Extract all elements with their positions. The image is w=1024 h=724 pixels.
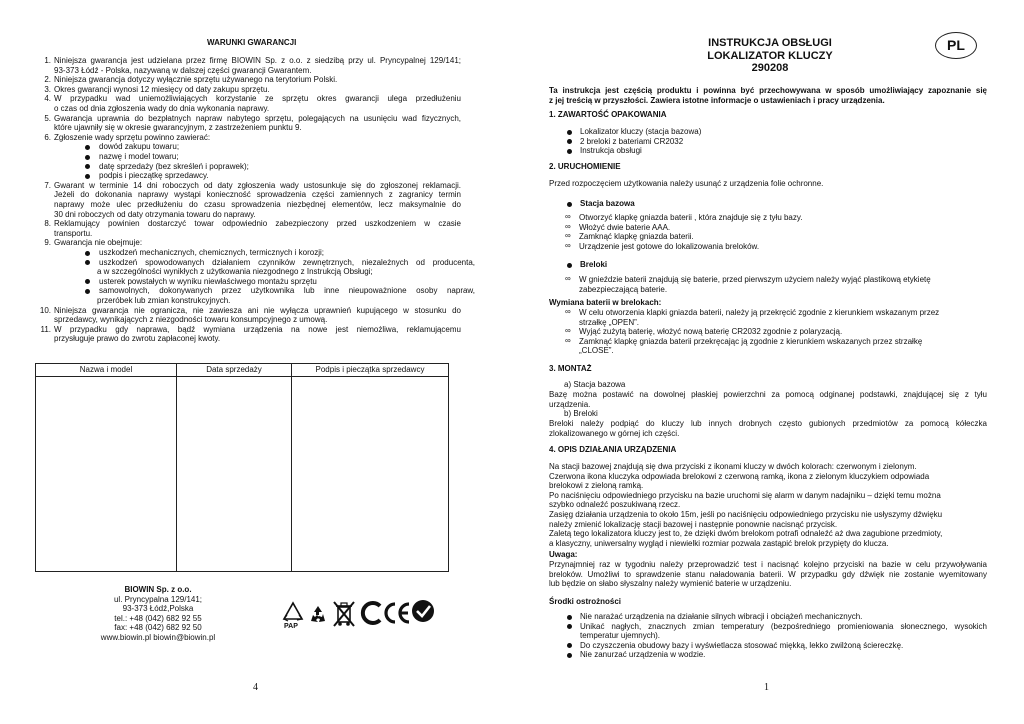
company-phone: tel.: +48 (042) 682 92 55 (114, 613, 202, 623)
company-web-email: www.biowin.pl biowin@biowin.pl (100, 632, 216, 642)
warranty-item-line: które ujawniły się w okresie gwarancyjnym, z zastrzeżeniem punktu 9. (54, 123, 302, 133)
bullet-dot (567, 149, 572, 154)
bullet-text: nazwę i model towaru; (99, 152, 179, 161)
operation-line: a klasyczny, uniwersalny wygląd i niewielki rozmiar pozwala zastąpić brelok przypięty do klucza. (549, 538, 889, 548)
bullet-dot (85, 164, 90, 169)
base-station-step-line: Włożyć dwie baterie AAA. (579, 222, 671, 232)
bullet-dot (85, 155, 90, 160)
bullet-dot (85, 279, 90, 284)
keyfob-heading-text: Breloki (580, 260, 608, 269)
bullet-text: dowód zakupu towaru; (99, 142, 180, 152)
intro-paragraph (549, 86, 987, 105)
bullet-line: a w szczególności wynikłych z użytkowania niezgodnego z Instrukcją Obsługi; (97, 267, 373, 277)
conformity-check-icon (410, 598, 436, 626)
bullet-line: usterek powstałych w wyniku niewłaściwego montażu sprzętu (99, 276, 317, 286)
mount-b-label: b) Breloki (564, 409, 598, 418)
warranty-item-line: sprzedawcy, wynikających z niezgodności towaru konsumpcyjnego z umową. (54, 315, 328, 325)
operation-line: Zaletą tego lokalizatora kluczy jest to, że dzięki dwóm brelokom potrafi odnaleźć aż dwa zagubione przedmioty, (549, 529, 943, 539)
warranty-item-number: 11. (40, 324, 51, 334)
manual-title (680, 37, 860, 75)
weee-bin-icon (331, 599, 357, 629)
base-station-step-line: Otworzyć klapkę gniazda baterii , która znajduje się z tyłu bazy. (579, 213, 803, 222)
warranty-item-line: Okres gwarancji wynosi 12 miesięcy od daty zakupu sprzętu. (54, 84, 270, 94)
battery-replacement-step-line: W celu otworzenia klapki gniazda baterii, należy ją przekręcić zgodnie z kierunkiem wskazanym przez (579, 308, 940, 317)
mount-a-text-line: urządzenia. (549, 399, 591, 409)
warranty-item-line: W przypadku gdy naprawa, bądź wymiana urządzenia na nowe jest niemożliwa, reklamującemu (54, 324, 461, 334)
language-badge: PL (935, 32, 977, 59)
battery-replacement-step-line: „CLOSE”. (579, 346, 614, 356)
warranty-item-line: 93-373 Łódź - Polska, nazywaną w dalszej części gwarancji Gwarantem. (54, 65, 312, 75)
mount-a-label: a) Stacja bazowa (564, 380, 626, 389)
ce-mark-icon (383, 600, 411, 626)
section-3-title: 3. MONTAŻ (549, 364, 592, 373)
operation-line: Czerwona ikona kluczyka odpowiada brelokowi z czerwoną ramką, ikona z zielonym kluczykiem odpowiada (549, 471, 930, 481)
warranty-item-line: naprawy może ulec przedłużeniu do czasu sprowadzenia niezbędnej elementów, lecz maksymalnie do (54, 199, 461, 209)
bullet-line: samowolnych, dokonywanych przez użytkownika lub inne nieupoważnione osoby napraw, (99, 286, 475, 296)
warranty-item-line: W przypadku wad uniemożliwiających korzystanie ze sprzętu okres gwarancji ulega przedłużeniu (54, 94, 461, 104)
recycling-icon (307, 603, 329, 625)
operation-line: Po naciśnięciu odpowiedniego przycisku na bazie uruchomi się alarm w danym nadajniku – dzięki temu można (549, 490, 941, 500)
section-4-title: 4. OPIS DZIAŁANIA URZĄDZENIA (549, 445, 677, 454)
mount-b-text-line: zlokalizowanego w górnej ich części. (549, 428, 680, 438)
precaution-line: Unikać nagłych, znacznych zmian temperatury (bezpośredniego promieniowania słonecznego, wysokich (580, 621, 987, 631)
warranty-item-number: 3. (44, 84, 51, 94)
section-1-title: 1. ZAWARTOŚĆ OPAKOWANIA (549, 110, 667, 119)
table-cell-name-model (36, 377, 177, 572)
operation-line: brelokowi z zieloną ramką. (549, 481, 644, 491)
bullet-text: datę sprzedaży (bez skreśleń i poprawek); (99, 161, 249, 171)
bullet-dot (85, 260, 90, 265)
intro-paragraph-line: z jej treścią w przyszłości. Zawiera istotne informacje o ustawieniach i pracy urządzenia. (549, 95, 885, 105)
infinity-bullet-icon: ∞ (565, 307, 571, 316)
keyfob-step-line: zabezpieczającą baterie. (579, 284, 668, 294)
table-header-sale-date: Data sprzedaży (177, 364, 292, 377)
base-station-heading-text: Stacja bazowa (580, 199, 635, 208)
bullet-line: przeróbek lub zmian konstrukcyjnych. (97, 295, 231, 305)
warranty-item-number: 6. (44, 132, 51, 142)
infinity-bullet-icon: ∞ (565, 231, 571, 241)
warranty-table (35, 363, 449, 572)
note-text-line: Przynajmniej raz w tygodniu należy przeprowadzić test i nacisnąć kolejno przyciski na bazie w celu przywoływania (549, 560, 987, 569)
manual-title-line-2: LOKALIZATOR KLUCZY (707, 49, 833, 62)
battery-replacement-step-line: Zamknąć klapkę gniazda baterii przekręcając ją zgodnie z kierunkiem wskazanych przez strzałkę (579, 336, 923, 346)
precaution-line: Nie narażać urządzenia na działanie silnych wibracji i obciążeń mechanicznych. (580, 612, 863, 621)
bullet-dot (85, 174, 90, 179)
infinity-bullet-icon: ∞ (565, 221, 571, 231)
company-city: 93-373 Łódź,Polska (122, 604, 194, 614)
operation-line: szybko odnaleźć poszukiwaną rzecz. (549, 500, 681, 510)
bullet-dot (567, 263, 572, 268)
warranty-item-number: 7. (44, 180, 51, 190)
table-header-name-model: Nazwa i model (36, 364, 177, 377)
bullet-dot (85, 145, 90, 150)
page-number-right: 1 (764, 682, 769, 693)
bullet-line: uszkodzeń spowodowanych działaniem czynników zewnętrznych, niezależnych od producenta, (99, 257, 475, 267)
mount-a-text (549, 390, 987, 409)
warranty-item-line: przysługuje prawo do zwrotu zapłaconej kwoty. (54, 334, 221, 344)
warranty-item-number: 9. (44, 238, 51, 248)
package-item-text: Lokalizator kluczy (stacja bazowa) (580, 127, 702, 136)
base-station-step-line: Zamknąć klapkę gniazda baterii. (579, 232, 694, 242)
base-station-step-line: Urządzenie jest gotowe do lokalizowania breloków. (579, 241, 760, 251)
manual-title-model: 290208 (751, 62, 789, 74)
infinity-bullet-icon: ∞ (565, 335, 571, 345)
warranty-item-line: Gwarancja nie obejmuje: (54, 238, 143, 248)
bullet-dot (567, 624, 572, 629)
operation-paragraph (549, 462, 987, 548)
warranty-item-line: Niniejsza gwarancja dotyczy wyłącznie sprzętu używanego na terytorium Polski. (54, 75, 338, 85)
bullet-dot (567, 139, 572, 144)
warranty-title: WARUNKI GWARANCJI (207, 38, 297, 47)
bullet-dot (85, 251, 90, 256)
note-text-line: lub będzie on słabo słyszalny należy wymienić baterie w urządzeniu. (549, 579, 792, 589)
infinity-bullet-icon: ∞ (565, 326, 571, 336)
mount-b-text-line: Breloki należy podpiąć do kluczy lub innych drobnych często gubionych przedmiotów za pomocą kółeczka (549, 419, 987, 428)
warranty-item-line: transportu. (54, 228, 93, 238)
warranty-item-number: 10. (39, 305, 51, 315)
battery-replacement-step-line: Wyjąć zużytą baterię, włożyć nową baterię CR2032 zgodnie z polaryzacją. (579, 327, 843, 337)
bullet-dot (567, 653, 572, 658)
battery-replacement-title: Wymiana baterii w brelokach: (549, 298, 662, 307)
precaution-line: Nie zanurzać urządzenia w wodzie. (580, 650, 706, 660)
infinity-bullet-icon: ∞ (565, 212, 571, 221)
circle-c-icon (360, 600, 384, 626)
note-text-line: breloków. Umożliwi to sprawdzenie stanu naładowania baterii. W przypadku gdy dźwięk nie zostanie wyemitowany (549, 569, 987, 579)
mount-b-text (549, 419, 987, 438)
operation-line: Zasięg działania urządzenia to około 15m, jeśli po naciśnięciu odpowiedniego przycisku nie usłyszymy dźwięku (549, 509, 943, 519)
bullet-dot (567, 202, 572, 207)
pap-label: PAP (284, 623, 298, 630)
warranty-item-number: 5. (44, 113, 51, 123)
operation-line: Na stacji bazowej znajdują się dwa przyciski z ikonami kluczy w dwóch kolorach: czerwonym i zielonym. (549, 462, 917, 471)
precaution-line: Do czyszczenia obudowy bazy i wyświetlacza stosować miękką, lekko zwilżoną ściereczkę. (580, 640, 904, 650)
warranty-item-number: 4. (44, 94, 51, 104)
keyfob-step-line: W gnieździe baterii znajdują się baterie, przed pierwszym użyciem należy wyjąć plastikową etykietę (579, 275, 931, 284)
package-item-text: Instrukcja obsługi (580, 146, 642, 156)
table-cell-sale-date (177, 377, 292, 572)
company-address (78, 585, 238, 643)
note-title: Uwaga: (549, 550, 578, 559)
warranty-item-line: Niniejsza gwarancja nie ogranicza, nie zawiesza ani nie wyłącza uprawnień kupującego w stosunku do (54, 305, 461, 315)
bullet-dot (567, 643, 572, 648)
precaution-line: temperatur ujemnych). (580, 631, 661, 641)
section-2-title: 2. URUCHOMIENIE (549, 162, 621, 171)
warranty-item-line: Niniejsza gwarancja jest udzielana przez firmę BIOWIN Sp. z o.o. z siedzibą przy ul. Pryncypalnej 129/141; (54, 56, 461, 65)
warranty-item-number: 8. (44, 219, 51, 229)
bullet-text: podpis i pieczątkę sprzedawcy. (99, 171, 209, 181)
bullet-line: uszkodzeń mechanicznych, chemicznych, termicznych i korozji; (99, 248, 324, 257)
battery-replacement-step-line: strzałkę „OPEN”. (579, 317, 640, 327)
warranty-item-line: Gwarant w terminie 14 dni roboczych od daty zgłoszenia wady ustosunkuje się do zgłoszonej reklamacji. (54, 180, 461, 190)
right-page-manual (512, 0, 1024, 724)
section-2-intro: Przed rozpoczęciem użytkowania należy usunąć z urządzenia folie ochronne. (549, 179, 824, 188)
bullet-dot (567, 130, 572, 135)
company-name: BIOWIN Sp. z o.o. (124, 585, 192, 594)
intro-paragraph-line: Ta instrukcja jest częścią produktu i powinna być przechowywana w sposób umożliwiający zapoznanie się (549, 86, 987, 95)
warranty-item-number: 1. (44, 56, 51, 65)
page-number-left: 4 (253, 682, 258, 693)
warranty-item-line: 30 dni roboczych od daty otrzymania towaru do naprawy. (54, 209, 256, 219)
manual-title-line-1: INSTRUKCJA OBSŁUGI (708, 37, 832, 49)
company-fax: fax: +48 (042) 682 92 50 (114, 623, 202, 633)
bullet-dot (85, 289, 90, 294)
warranty-item-line: Jeżeli do dokonania naprawy wystąpi konieczność sprowadzenia części zamiennych z zagranicy termin (54, 190, 461, 200)
operation-line: należy zmienić lokalizację stacji bazowej i następnie ponownie nacisnąć przycisk. (549, 519, 838, 529)
warranty-item-number: 2. (44, 75, 51, 85)
mount-a-text-line: Bazę można postawić na dowolnej płaskiej powierzchni za pomocą odginanej podstawki, znajdującej się z tyłu (549, 390, 987, 399)
note-text (549, 560, 987, 589)
bullet-dot (567, 615, 572, 620)
package-item-text: 2 breloki z bateriami CR2032 (580, 136, 684, 146)
warranty-item-line: Gwarancja uprawnia do bezpłatnych napraw nabytego sprzętu, polegających na usunięciu wad fizycznych, (54, 113, 461, 123)
table-cell-signature (292, 377, 449, 572)
warranty-item-line: o czas od dnia zgłoszenia wady do dnia wykonania naprawy. (54, 103, 270, 113)
table-header-signature: Podpis i pieczątka sprzedawcy (292, 364, 449, 377)
warranty-item-line: Zgłoszenie wady sprzętu powinno zawierać: (54, 132, 211, 142)
warranty-item-line: Reklamujący powinien dostarczyć towar odpowiednio zabezpieczony przed uszkodzeniem w czasie (54, 219, 461, 229)
infinity-bullet-icon: ∞ (565, 240, 571, 250)
precautions-title: Środki ostrożności (549, 597, 622, 606)
infinity-bullet-icon: ∞ (565, 274, 571, 283)
company-street: ul. Pryncypalna 129/141; (113, 594, 203, 604)
